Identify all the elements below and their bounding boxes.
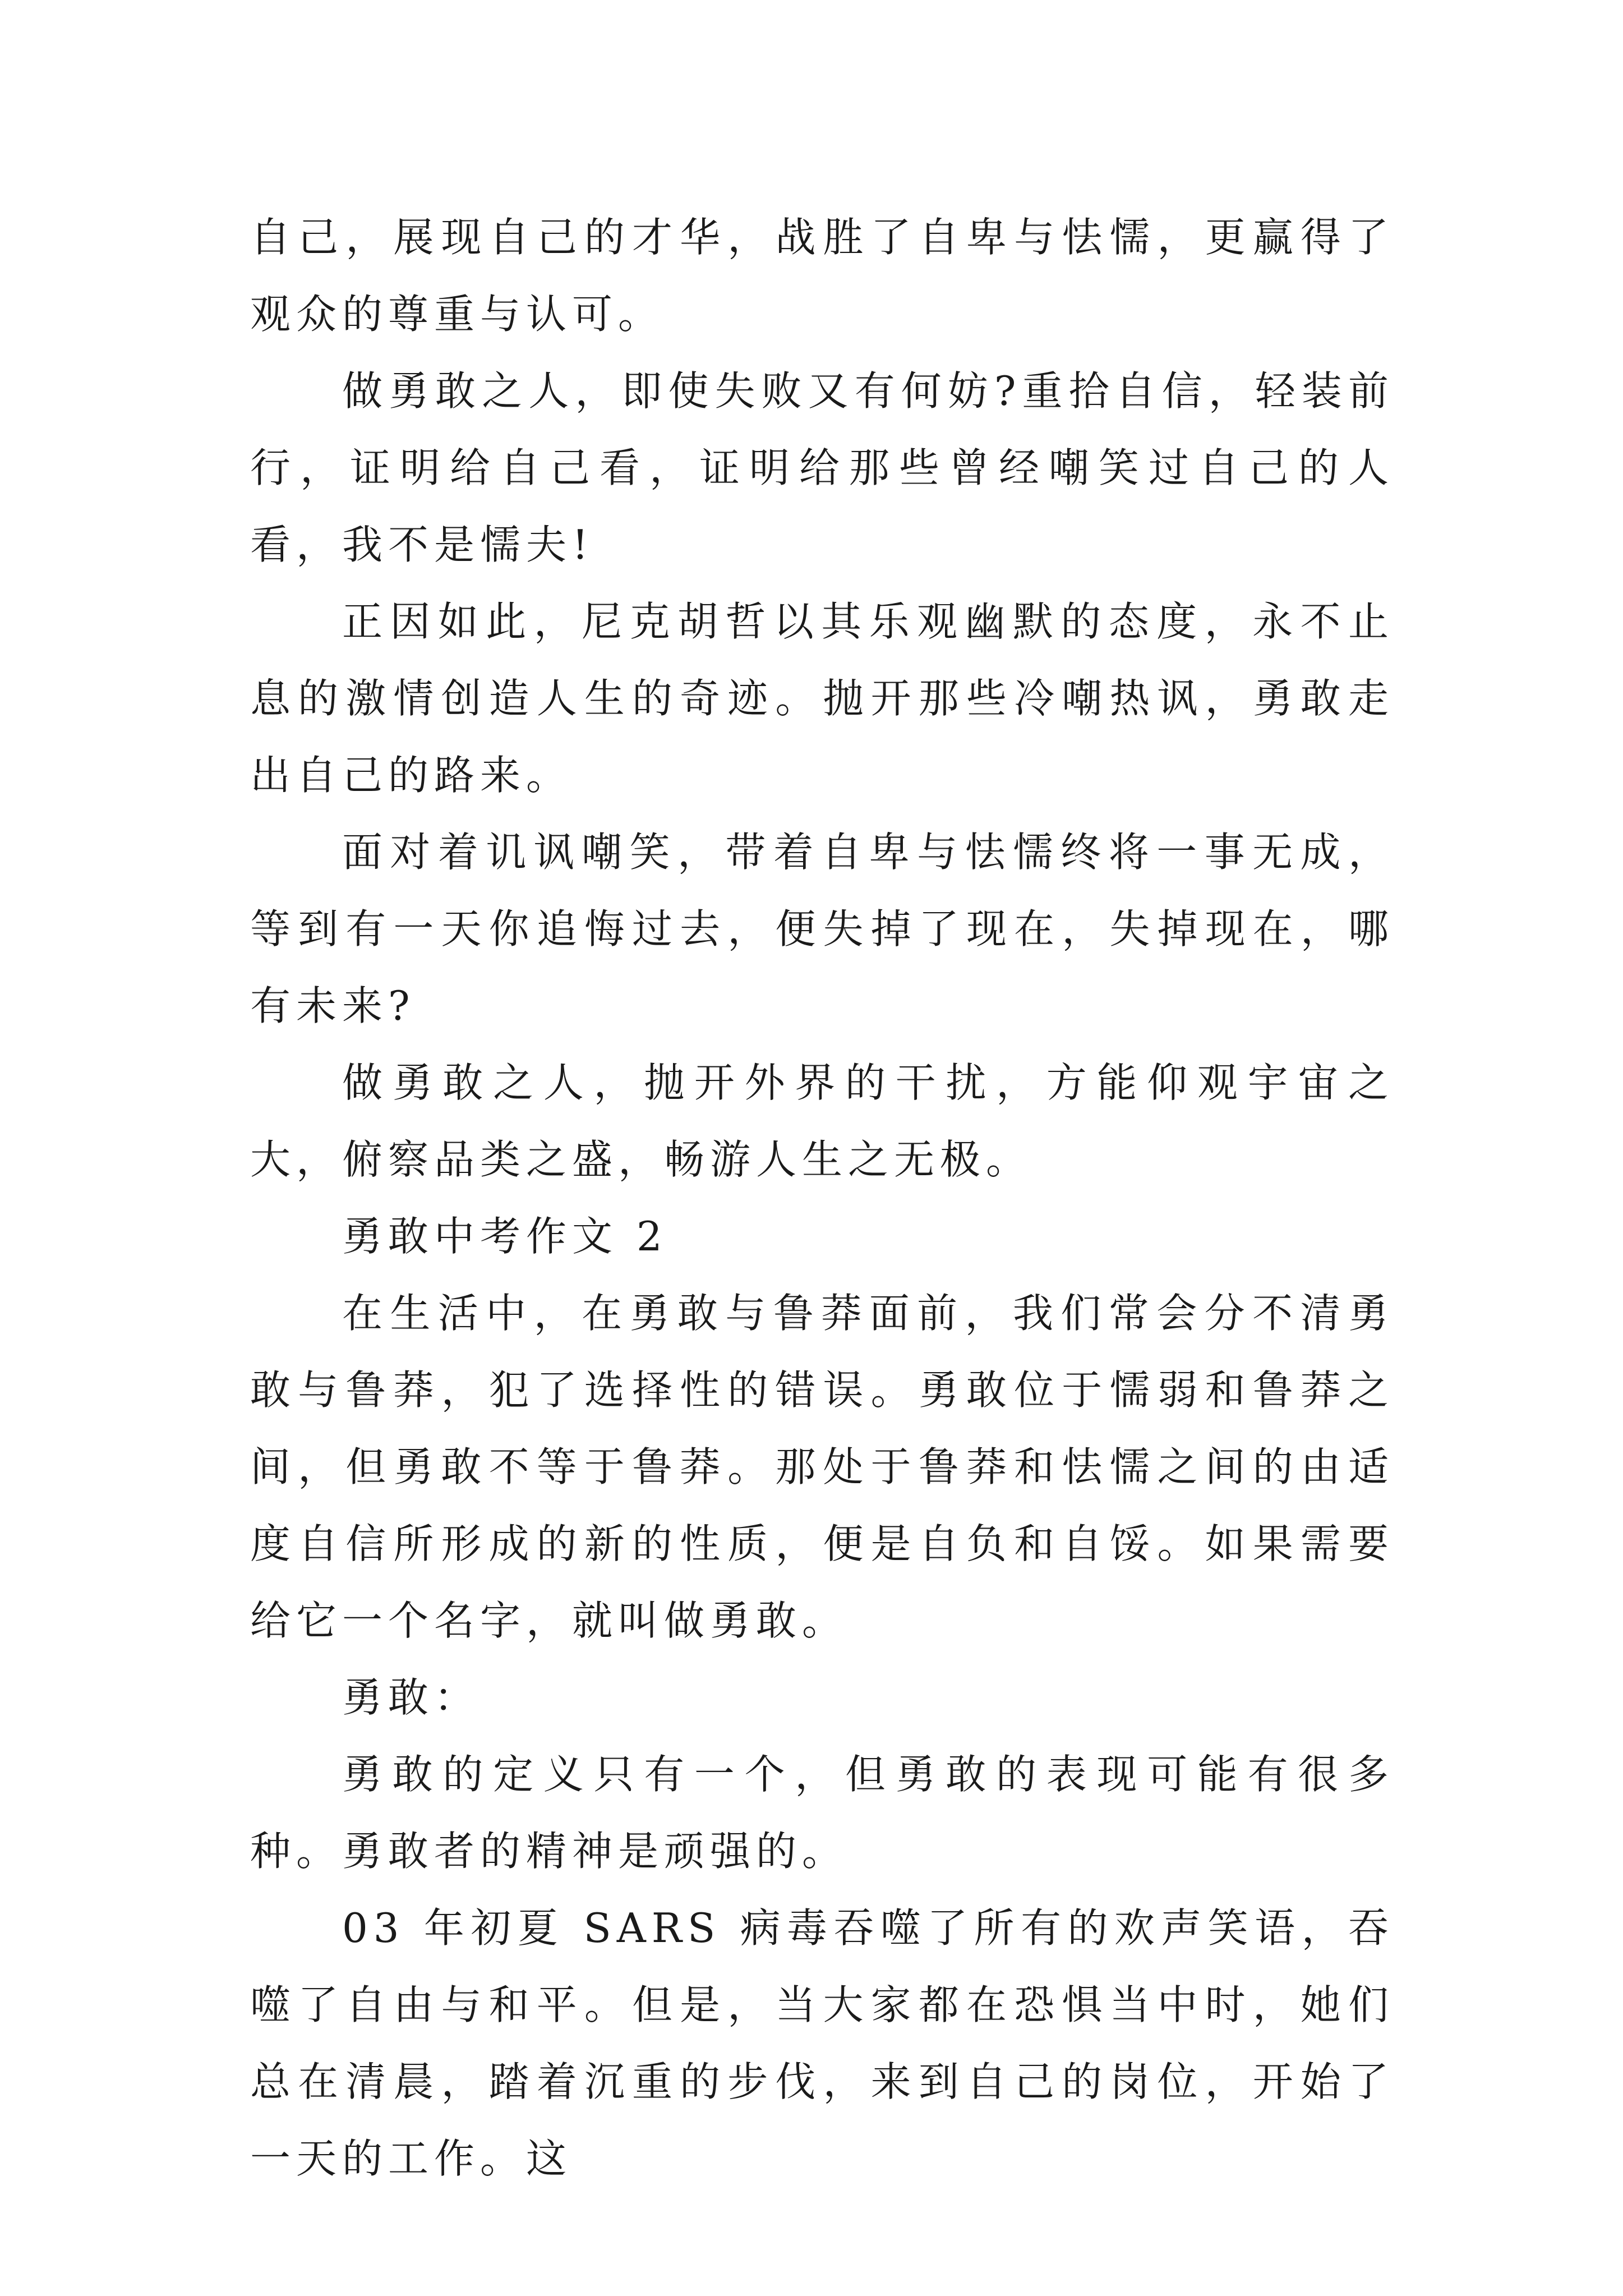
paragraph-1: 自己，展现自己的才华，战胜了自卑与怯懦，更赢得了观众的尊重与认可。 [250,214,1394,338]
paragraph-8: 勇敢： [342,1674,481,1721]
paragraph-5: 做勇敢之人，抛开外界的干扰，方能仰观宇宙之大，俯察品类之盛，畅游人生之无极。 [250,1059,1394,1183]
paragraph-7: 在生活中，在勇敢与鲁莽面前，我们常会分不清勇敢与鲁莽，犯了选择性的错误。勇敢位于懦弱和鲁莽之间，但勇敢不等于鲁莽。那处于鲁莽和怯懦之间的由适度自信所形成的新的性质，便是自负和自馁。如果需要给它一个名字，就叫做勇敢。 [250,1290,1394,1644]
paragraph-4: 面对着讥讽嘲笑，带着自卑与怯懦终将一事无成，等到有一天你追悔过去，便失掉了现在，失掉现在，哪有未来? [250,829,1394,1029]
paragraph-9: 勇敢的定义只有一个，但勇敢的表现可能有很多种。勇敢者的精神是顽强的。 [250,1751,1394,1875]
document-body [250,199,1394,2197]
paragraph-10: 03 年初夏 SARS 病毒吞噬了所有的欢声笑语，吞噬了自由与和平。但是，当大家都在恐惧当中时，她们总在清晨，踏着沉重的步伐，来到自己的岗位，开始了一天的工作。这 [250,1904,1394,2182]
paragraph-2: 做勇敢之人，即使失败又有何妨?重拾自信，轻装前行，证明给自己看，证明给那些曾经嘲笑过自己的人看，我不是懦夫! [250,367,1394,568]
paragraph-3: 正因如此，尼克胡哲以其乐观幽默的态度，永不止息的激情创造人生的奇迹。抛开那些冷嘲热讽，勇敢走出自己的路来。 [250,598,1394,799]
section-heading: 勇敢中考作文 2 [342,1213,668,1260]
